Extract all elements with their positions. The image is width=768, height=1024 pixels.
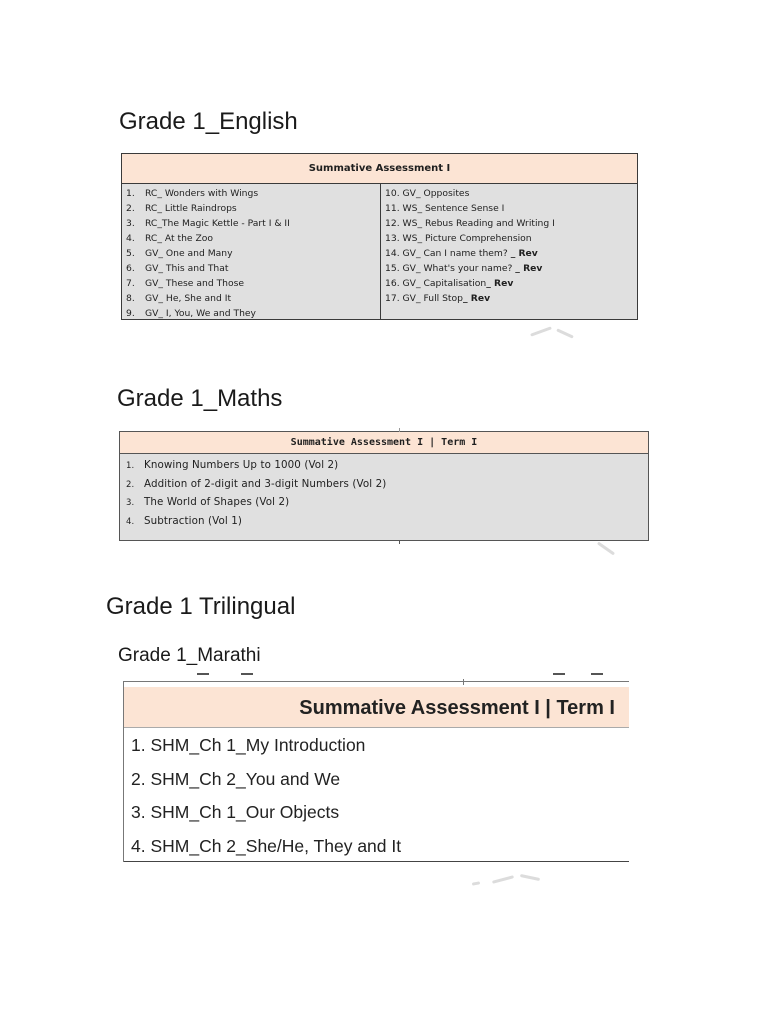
list-item: 3. SHM_Ch 1_Our Objects xyxy=(131,802,340,822)
maths-item-list xyxy=(120,454,648,530)
table-tick xyxy=(399,540,400,544)
english-section-title: Grade 1_English xyxy=(119,108,298,135)
trilingual-section-title: Grade 1 Trilingual xyxy=(106,593,296,620)
english-table-header: Summative Assessment I xyxy=(122,154,637,184)
english-left-column xyxy=(122,184,381,320)
table-border xyxy=(123,681,629,682)
list-item: 16. GV_ Capitalisation_ Rev xyxy=(385,278,514,289)
table-dash xyxy=(197,673,209,675)
list-item: 14. GV_ Can I name them? _ Rev xyxy=(385,248,538,259)
list-item: 2. RC_ Little Raindrops xyxy=(126,203,237,214)
list-item: 1. Knowing Numbers Up to 1000 (Vol 2) xyxy=(126,459,339,471)
scan-mark xyxy=(597,542,615,556)
list-item: 11. WS_ Sentence Sense I xyxy=(385,203,505,214)
table-dash xyxy=(241,673,253,675)
english-right-column xyxy=(381,184,637,320)
marathi-item-list xyxy=(124,729,629,862)
marathi-table-header: Summative Assessment I | Term I xyxy=(124,687,629,728)
marathi-assessment-table xyxy=(123,687,629,862)
list-item: 2. Addition of 2-digit and 3-digit Numbers (Vol 2) xyxy=(126,477,387,490)
list-item: 2. SHM_Ch 2_You and We xyxy=(131,768,341,789)
scan-mark xyxy=(530,326,552,336)
marathi-section-title: Grade 1_Marathi xyxy=(118,645,261,666)
list-item: 17. GV_ Full Stop_ Rev xyxy=(385,293,491,304)
list-item: 4. SHM_Ch 2_She/He, They and It xyxy=(131,835,402,856)
list-item: 3. The World of Shapes (Vol 2) xyxy=(126,496,290,509)
list-item: 12. WS_ Rebus Reading and Writing I xyxy=(385,218,555,229)
list-item: 1. RC_ Wonders with Wings xyxy=(126,188,259,199)
maths-table-header: Summative Assessment I | Term I xyxy=(120,432,648,454)
list-item: 5. GV_ One and Many xyxy=(126,248,233,259)
maths-assessment-table xyxy=(119,431,649,541)
maths-section-title: Grade 1_Maths xyxy=(117,385,283,412)
scan-mark xyxy=(492,875,514,884)
scan-mark xyxy=(520,874,540,881)
list-item: 10. GV_ Opposites xyxy=(385,188,470,199)
scan-mark xyxy=(556,328,574,338)
table-dash xyxy=(553,673,565,675)
table-tick xyxy=(399,428,400,432)
scan-mark xyxy=(472,881,480,885)
list-item: 9. GV_ I, You, We and They xyxy=(126,308,256,319)
list-item: 8. GV_ He, She and It xyxy=(126,293,232,304)
list-item: 7. GV_ These and Those xyxy=(126,278,245,289)
list-item: 3. RC_The Magic Kettle - Part I & II xyxy=(126,218,290,229)
table-tick xyxy=(463,679,464,685)
list-item: 4. RC_ At the Zoo xyxy=(126,233,214,244)
table-dash xyxy=(591,673,603,675)
list-item: 13. WS_ Picture Comprehension xyxy=(385,233,532,244)
list-item: 6. GV_ This and That xyxy=(126,263,229,274)
english-assessment-table xyxy=(121,153,638,320)
list-item: 4. Subtraction (Vol 1) xyxy=(126,514,243,527)
list-item: 1. SHM_Ch 1_My Introduction xyxy=(131,735,366,755)
list-item: 15. GV_ What's your name? _ Rev xyxy=(385,263,543,274)
